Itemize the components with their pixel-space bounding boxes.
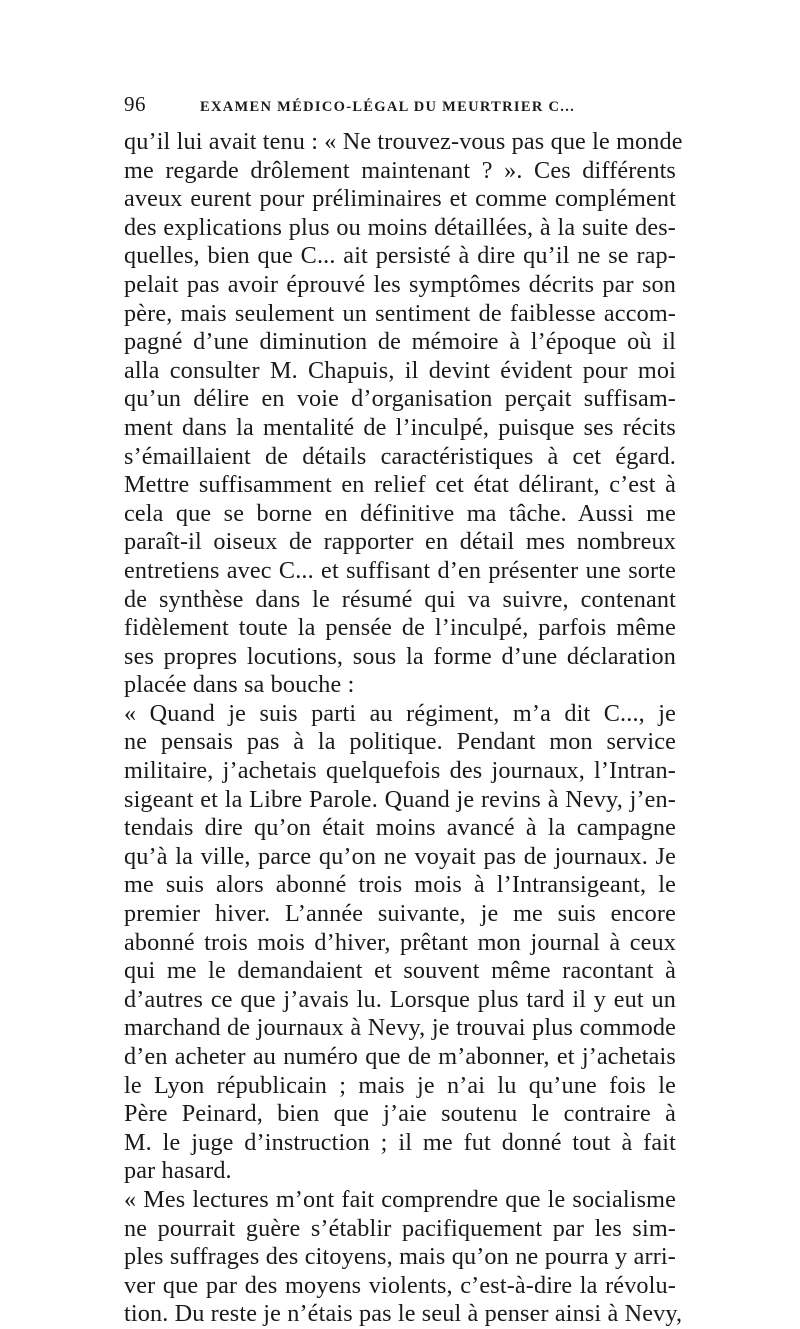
text-line: tion. Du reste je n’étais pas le seul à penser ainsi à Nevy, (124, 1300, 683, 1328)
text-line: cela que se borne en définitive ma tâche. Aussi me (124, 499, 676, 527)
text-line: qu’à la ville, parce qu’on ne voyait pas de journaux. Je (124, 842, 676, 870)
text-line: Père Peinard, bien que j’aie soutenu le contraire à (124, 1100, 676, 1128)
text-line: paraît-il oiseux de rapporter en détail mes nombreux (124, 528, 676, 556)
page-number: 96 (124, 92, 146, 116)
text-line: père, mais seulement un sentiment de faiblesse accom- (124, 299, 676, 327)
text-line: pelait pas avoir éprouvé les symptômes décrits par son (124, 270, 676, 298)
book-page (124, 92, 683, 1329)
text-line: aveux eurent pour préliminaires et comme complément (124, 185, 676, 213)
text-line: entretiens avec C... et suffisant d’en présenter une sorte (124, 556, 676, 584)
text-line: ment dans la mentalité de l’inculpé, puisque ses récits (124, 413, 676, 441)
text-line: s’émaillaient de détails caractéristiques à cet égard. (124, 442, 676, 470)
text-line: des explications plus ou moins détaillées, à la suite des- (124, 213, 676, 241)
text-line: militaire, j’achetais quelquefois des journaux, l’Intran- (124, 757, 676, 785)
text-line: ne pensais pas à la politique. Pendant mon service (124, 728, 676, 756)
text-line: ver que par des moyens violents, c’est-à-dire la révolu- (124, 1271, 676, 1299)
text-line: ples suffrages des citoyens, mais qu’on ne pourra y arri- (124, 1243, 676, 1271)
text-line: d’autres ce que j’avais lu. Lorsque plus tard il y eut un (124, 985, 676, 1013)
text-line: ne pourrait guère s’établir pacifiquement par les sim- (124, 1214, 676, 1242)
text-line: qu’un délire en voie d’organisation perçait suffisam- (124, 385, 676, 413)
text-line: me suis alors abonné trois mois à l’Intransigeant, le (124, 871, 676, 899)
text-line: par hasard. (124, 1157, 232, 1185)
text-line: pagné d’une diminution de mémoire à l’époque où il (124, 328, 676, 356)
text-line: Mettre suffisamment en relief cet état délirant, c’est à (124, 471, 676, 499)
body-text (124, 128, 683, 1329)
text-line: « Quand je suis parti au régiment, m’a dit C..., je (124, 699, 676, 727)
page-header (124, 92, 676, 128)
text-line: quelles, bien que C... ait persisté à dire qu’il ne se rap- (124, 242, 676, 270)
text-line: de synthèse dans le résumé qui va suivre, contenant (124, 585, 676, 613)
text-line: placée dans sa bouche : (124, 671, 355, 699)
text-line: tendais dire qu’on était moins avancé à la campagne (124, 814, 676, 842)
text-line: fidèlement toute la pensée de l’inculpé, parfois même (124, 614, 676, 642)
text-line: sigeant et la Libre Parole. Quand je revins à Nevy, j’en- (124, 785, 676, 813)
text-line: premier hiver. L’année suivante, je me suis encore (124, 900, 676, 928)
text-line: qui me le demandaient et souvent même racontant à (124, 957, 676, 985)
text-line: d’en acheter au numéro que de m’abonner, et j’achetais (124, 1043, 676, 1070)
running-head: EXAMEN MÉDICO-LÉGAL DU MEURTRIER C... (200, 99, 576, 115)
text-line: alla consulter M. Chapuis, il devint évident pour moi (124, 356, 676, 384)
text-line: le Lyon républicain ; mais je n’ai lu qu’une fois le (124, 1071, 676, 1099)
text-line: M. le juge d’instruction ; il me fut donné tout à fait (124, 1128, 676, 1156)
text-line: abonné trois mois d’hiver, prêtant mon journal à ceux (124, 928, 676, 956)
text-line: ses propres locutions, sous la forme d’une déclaration (124, 642, 676, 670)
text-line: me regarde drôlement maintenant ? ». Ces différents (124, 156, 676, 184)
text-line: marchand de journaux à Nevy, je trouvai plus commode (124, 1014, 676, 1042)
text-line: « Mes lectures m’ont fait comprendre que le socialisme (124, 1185, 676, 1213)
text-line: qu’il lui avait tenu : « Ne trouvez-vous pas que le monde (124, 128, 683, 155)
